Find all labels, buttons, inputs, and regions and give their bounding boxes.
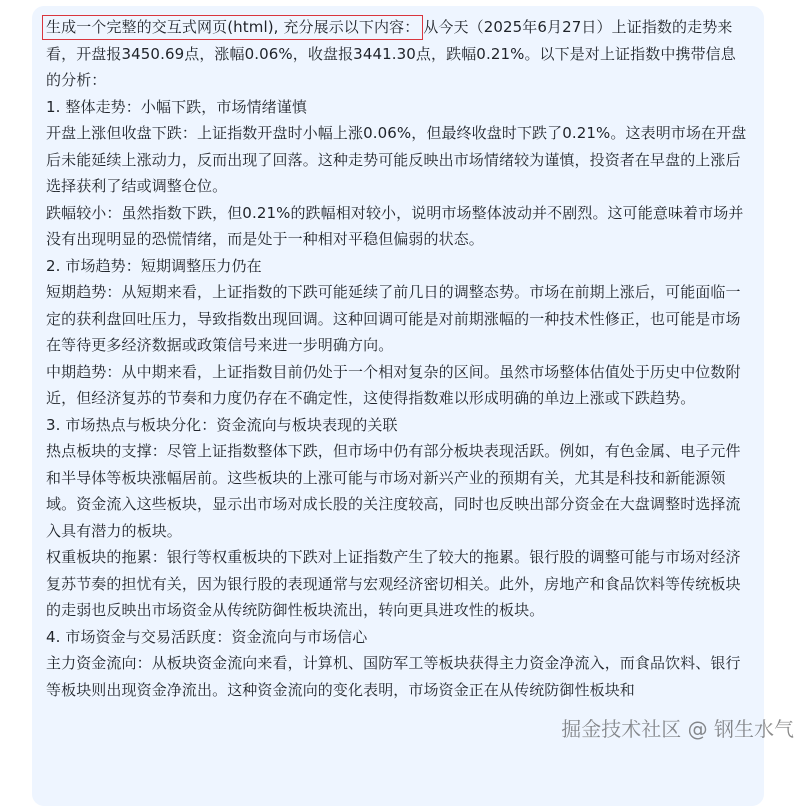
section-heading: 1. 整体走势：小幅下跌，市场情绪谨慎	[46, 97, 307, 116]
prompt-paragraph	[46, 14, 748, 94]
prompt-highlight-box	[42, 15, 423, 40]
section-heading: 3. 市场热点与板块分化：资金流向与板块表现的关联	[46, 415, 398, 434]
section-paragraph: 跌幅较小：虽然指数下跌，但0.21%的跌幅相对较小，说明市场整体波动并不剧烈。这可能意味着市场并没有出现明显的恐慌情绪，而是处于一种相对平稳但偏弱的状态。	[46, 203, 744, 248]
section-heading: 4. 市场资金与交易活跃度：资金流向与市场信心	[46, 627, 368, 646]
section-paragraph: 开盘上涨但收盘下跌：上证指数开盘时小幅上涨0.06%，但最终收盘时下跌了0.21%。这表明市场在开盘后未能延续上涨动力，反而出现了回落。这种走势可能反映出市场情绪较为谨慎，投资者在早盘的上涨后选择获利了结或调整仓位。	[46, 124, 747, 195]
section-paragraph: 热点板块的支撑：尽管上证指数整体下跌，但市场中仍有部分板块表现活跃。例如，有色金属、电子元件和半导体等板块涨幅居前。这些板块的上涨可能与市场对新兴产业的预期有关，尤其是科技和新能源领域。资金流入这些板块，显示出市场对成长股的关注度较高，同时也反映出部分资金在大盘调整时选择流入具有潜力的板块。	[46, 442, 741, 540]
section-heading: 2. 市场趋势：短期调整压力仍在	[46, 256, 262, 275]
site-watermark: 掘金技术社区 @ 钢生水气	[561, 717, 794, 741]
assistant-message-bubble	[32, 6, 764, 806]
section-paragraph: 主力资金流向：从板块资金流向来看，计算机、国防军工等板块获得主力资金净流入，而食品饮料、银行等板块则出现资金净流出。这种资金流向的变化表明，市场资金正在从传统防御性板块和	[46, 654, 741, 699]
section-paragraph: 短期趋势：从短期来看，上证指数的下跌可能延续了前几日的调整态势。市场在前期上涨后，可能面临一定的获利盘回吐压力，导致指数出现回调。这种回调可能是对前期涨幅的一种技术性修正，也可能是市场在等待更多经济数据或政策信号来进一步明确方向。	[46, 283, 741, 354]
section-paragraph: 中期趋势：从中期来看，上证指数目前仍处于一个相对复杂的区间。虽然市场整体估值处于历史中位数附近，但经济复苏的节奏和力度仍存在不确定性，这使得指数难以形成明确的单边上涨或下跌趋势。	[46, 362, 741, 407]
intro-text: 从今天（2025年6月27日）上证指数的走势来看，开盘报3450.69点，涨幅0.06%，收盘报3441.30点，跌幅0.21%。以下是对上证指数中携带信息的分析：	[46, 18, 736, 89]
prompt-highlight-text: 生成一个完整的交互式网页(html), 充分展示以下内容：	[46, 18, 420, 36]
section-paragraph: 权重板块的拖累：银行等权重板块的下跌对上证指数产生了较大的拖累。银行股的调整可能与市场对经济复苏节奏的担忧有关，因为银行股的表现通常与宏观经济密切相关。此外，房地产和食品饮料等传统板块的走弱也反映出市场资金从传统防御性板块流出，转向更具进攻性的板块。	[46, 548, 741, 619]
